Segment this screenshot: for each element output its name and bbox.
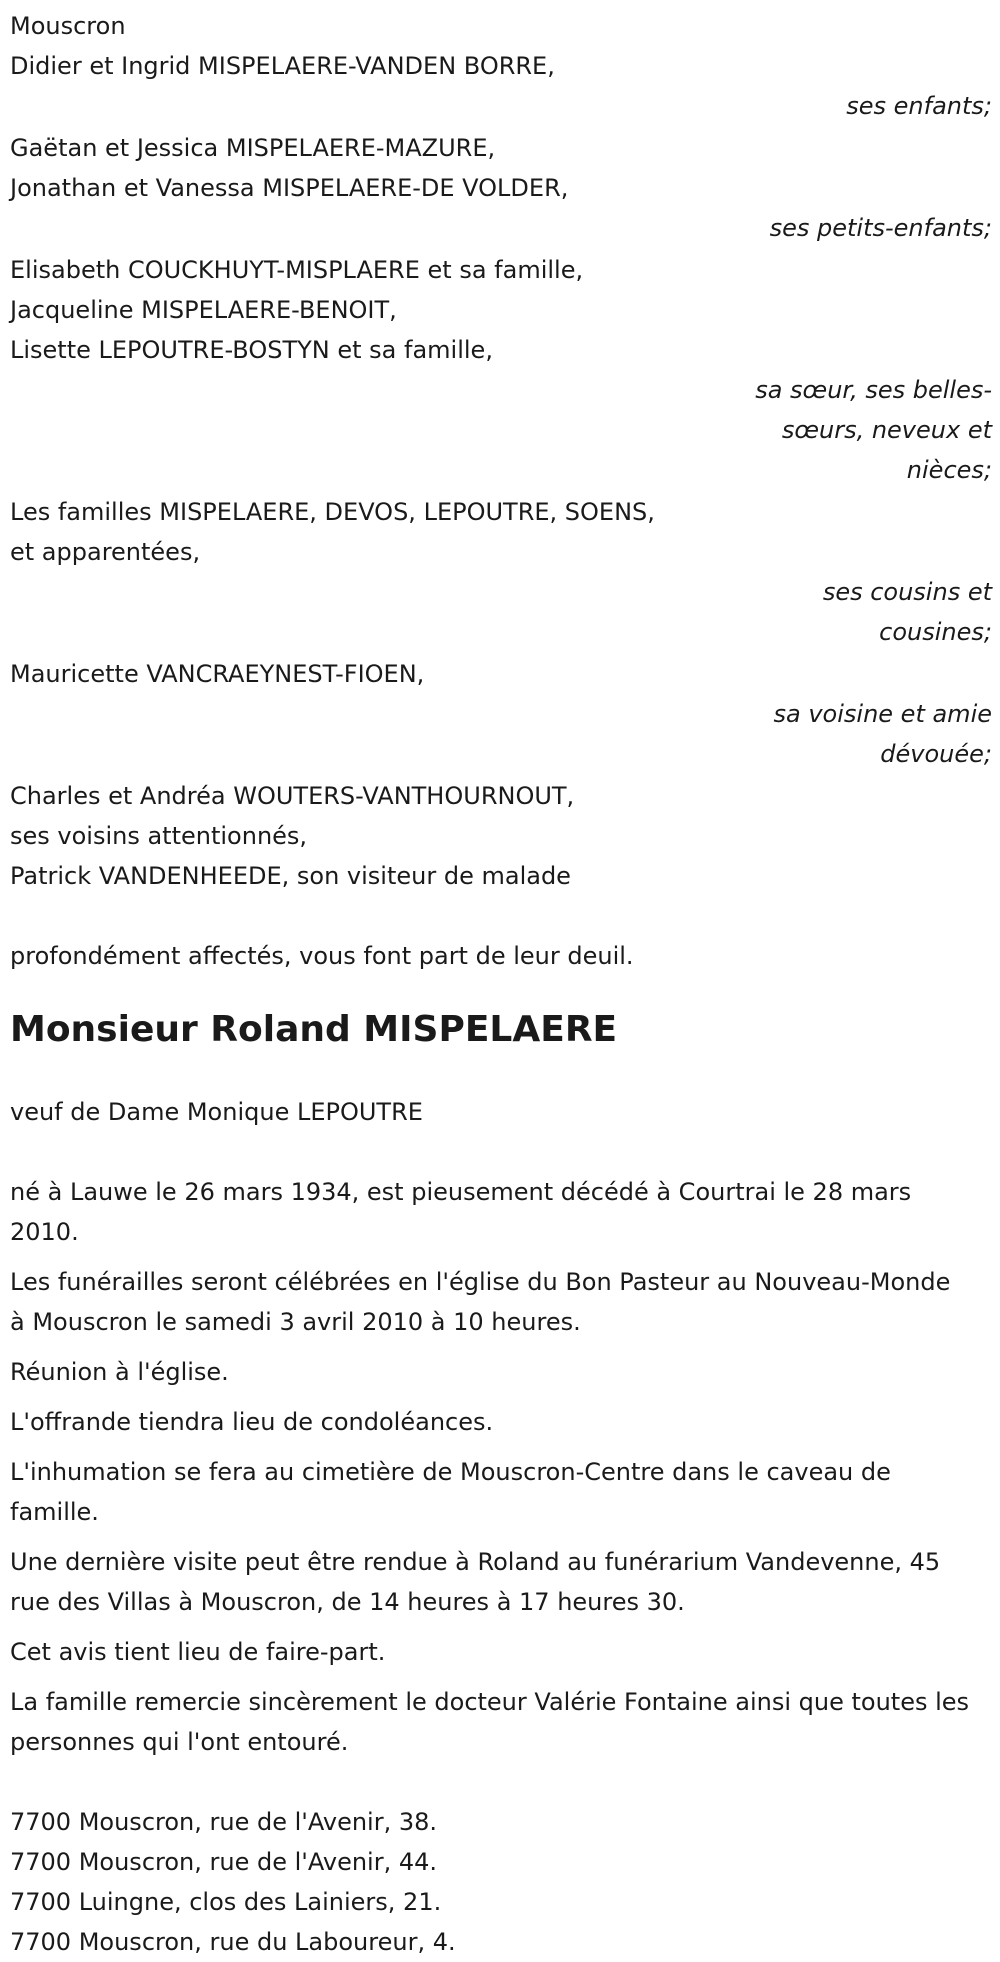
relation-label: sa voisine et amie dévouée;: [773, 700, 992, 768]
address-line: 7700 Mouscron, rue du Laboureur, 4.: [10, 1928, 456, 1956]
burial-paragraph: L'inhumation se fera au cimetière de Mouscron-Centre dans le caveau de famille.: [10, 1458, 891, 1526]
family-name-line: Mauricette VANCRAEYNEST-FIOEN,: [10, 660, 425, 688]
family-group-siblings: [10, 250, 992, 490]
meeting-paragraph: Réunion à l'église.: [10, 1358, 229, 1386]
family-name-line: et apparentées,: [10, 538, 201, 566]
thanks-paragraph: La famille remercie sincèrement le docteur Valérie Fontaine ainsi que toutes les personnes qui l'ont entouré.: [10, 1688, 970, 1756]
notice-paragraph: Cet avis tient lieu de faire-part.: [10, 1638, 386, 1666]
announcement-text: profondément affectés, vous font part de leur deuil.: [10, 942, 634, 970]
birth-death-paragraph: né à Lauwe le 26 mars 1934, est pieusement décédé à Courtrai le 28 mars 2010.: [10, 1178, 912, 1246]
relation-label: sa sœur, ses belles-sœurs, neveux et nièces;: [755, 376, 992, 484]
visit-paragraph: Une dernière visite peut être rendue à Roland au funérarium Vandevenne, 45 rue des Villas à Mouscron, de 14 heures à 17 heures 30.: [10, 1548, 941, 1616]
neighbor-line: Patrick VANDENHEEDE, son visiteur de malade: [10, 862, 571, 890]
family-group-children: [10, 46, 992, 126]
deceased-name: Monsieur Roland MISPELAERE: [10, 1009, 618, 1050]
family-name-line: Gaëtan et Jessica MISPELAERE-MAZURE,: [10, 134, 496, 162]
neighbors-block: [10, 776, 992, 896]
offering-paragraph: L'offrande tiendra lieu de condoléances.: [10, 1408, 494, 1436]
address-line: 7700 Mouscron, rue de l'Avenir, 44.: [10, 1848, 438, 1876]
address-line: 7700 Mouscron, rue de l'Avenir, 38.: [10, 1808, 438, 1836]
relation-label: ses petits-enfants;: [769, 214, 992, 242]
obituary-page: [0, 6, 1000, 1956]
city-heading: Mouscron: [10, 12, 126, 40]
family-name-line: Les familles MISPELAERE, DEVOS, LEPOUTRE, SOENS,: [10, 498, 655, 526]
neighbor-line: ses voisins attentionnés,: [10, 822, 308, 850]
family-name-line: Elisabeth COUCKHUYT-MISPLAERE et sa famille,: [10, 256, 584, 284]
address-list: [10, 1802, 1000, 1962]
family-name-line: Jacqueline MISPELAERE-BENOIT,: [10, 296, 397, 324]
family-group-grandchildren: [10, 128, 992, 248]
family-name-line: Didier et Ingrid MISPELAERE-VANDEN BORRE,: [10, 52, 555, 80]
details-block: [10, 1172, 970, 1762]
family-group-cousins: [10, 492, 992, 652]
widower-text: veuf de Dame Monique LEPOUTRE: [10, 1098, 423, 1126]
neighbor-line: Charles et Andréa WOUTERS-VANTHOURNOUT,: [10, 782, 575, 810]
family-group-neighbor: [10, 654, 992, 774]
address-line: 7700 Luingne, clos des Lainiers, 21.: [10, 1888, 442, 1916]
relation-label: ses enfants;: [846, 92, 992, 120]
family-name-line: Lisette LEPOUTRE-BOSTYN et sa famille,: [10, 336, 493, 364]
family-name-line: Jonathan et Vanessa MISPELAERE-DE VOLDER,: [10, 174, 569, 202]
funeral-paragraph: Les funérailles seront célébrées en l'église du Bon Pasteur au Nouveau-Monde à Mouscron le samedi 3 avril 2010 à 10 heures.: [10, 1268, 951, 1336]
relation-label: ses cousins et cousines;: [822, 578, 992, 646]
